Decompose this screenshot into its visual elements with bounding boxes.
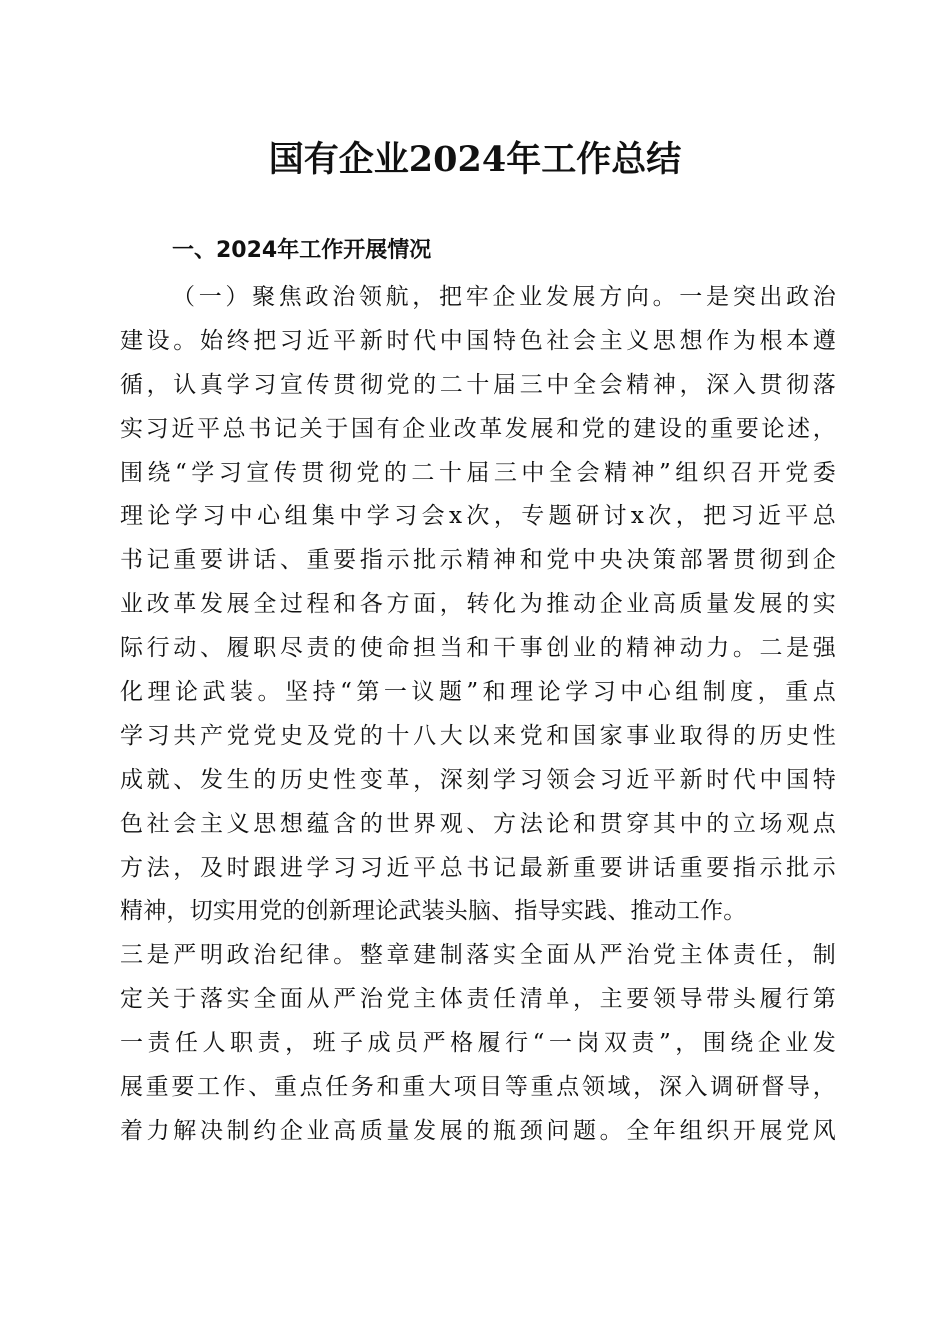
body-line: 色社会主义思想蕴含的世界观、方法论和贯穿其中的立场观点 (120, 810, 836, 837)
body-line: 方法，及时跟进学习习近平总书记最新重要讲话重要指示批示 (120, 854, 836, 881)
body-line: 着力解决制约企业高质量发展的瓶颈问题。全年组织开展党风 (120, 1117, 836, 1144)
body-line: 三是严明政治纪律。整章建制落实全面从严治党主体责任，制 (120, 942, 836, 969)
body-line: 精神，切实用党的创新理论武装头脑、指导实践、推动工作。 (120, 898, 747, 925)
body-line: 实习近平总书记关于国有企业改革发展和党的建设的重要论述， (120, 415, 836, 442)
body-line: 学习共产党党史及党的十八大以来党和国家事业取得的历史性 (120, 722, 836, 749)
body-line: 建设。始终把习近平新时代中国特色社会主义思想作为根本遵 (120, 327, 836, 354)
body-line: 一责任人职责，班子成员严格履行“一岗双责”，围绕企业发 (120, 1030, 836, 1057)
body-line: 围绕“学习宣传贯彻党的二十届三中全会精神”组织召开党委 (120, 459, 836, 486)
section-heading: 一、2024年工作开展情况 (172, 238, 432, 263)
body-line: 理论学习中心组集中学习会x次，专题研讨x次，把习近平总 (120, 503, 836, 530)
body-line: 书记重要讲话、重要指示批示精神和党中央决策部署贯彻到企 (120, 547, 836, 574)
body-line: 成就、发生的历史性变革，深刻学习领会习近平新时代中国特 (120, 766, 836, 793)
body-paragraph (120, 276, 836, 1154)
body-line: 际行动、履职尽责的使命担当和干事创业的精神动力。二是强 (120, 635, 836, 662)
body-line: 展重要工作、重点任务和重大项目等重点领域，深入调研督导， (120, 1074, 836, 1101)
body-line: 业改革发展全过程和各方面，转化为推动企业高质量发展的实 (120, 591, 836, 618)
body-line: 化理论武装。坚持“第一议题”和理论学习中心组制度，重点 (120, 679, 836, 706)
body-line: （一）聚焦政治领航，把牢企业发展方向。一是突出政治 (172, 284, 836, 310)
body-line: 定关于落实全面从严治党主体责任清单，主要领导带头履行第 (120, 986, 836, 1013)
body-line: 循，认真学习宣传贯彻党的二十届三中全会精神，深入贯彻落 (120, 371, 836, 398)
document-title: 国有企业2024年工作总结 (268, 139, 682, 180)
